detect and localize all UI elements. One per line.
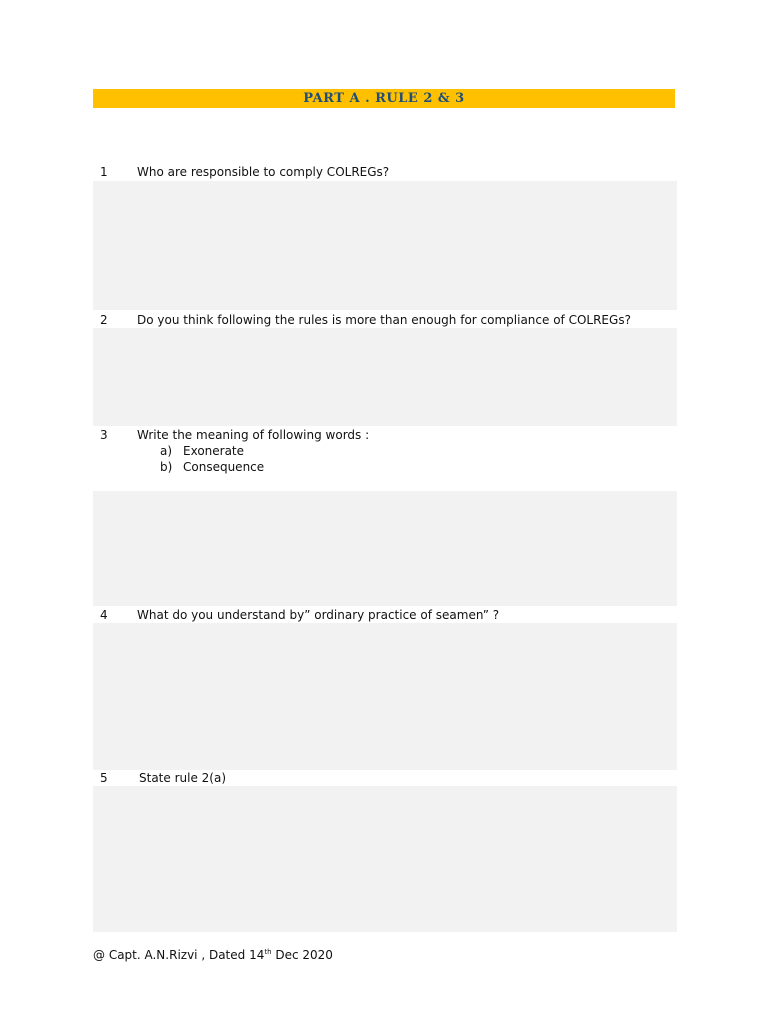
question-number-3: 3 (100, 428, 108, 442)
footer-credit (93, 948, 333, 962)
answer-box-4[interactable] (93, 623, 677, 770)
footer-superscript: th (264, 948, 272, 956)
footer-prefix: @ Capt. A.N.Rizvi , Dated 14 (93, 948, 265, 962)
answer-box-3[interactable] (93, 491, 677, 606)
sub-item-label: Exonerate (183, 444, 245, 458)
footer-suffix: Dec 2020 (271, 948, 333, 962)
answer-box-5[interactable] (93, 786, 677, 932)
sub-item-b (160, 459, 264, 475)
sub-item-marker: a) (160, 444, 173, 458)
header-bar (93, 89, 675, 108)
answer-box-2[interactable] (93, 328, 677, 426)
question-text-1: Who are responsible to comply COLREGs? (137, 165, 390, 179)
question-number-1: 1 (100, 165, 108, 179)
sub-item-marker: b) (160, 460, 173, 474)
question-number-4: 4 (100, 608, 108, 622)
question-text-4: What do you understand by” ordinary practice of seamen” ? (137, 608, 500, 622)
question-text-5: State rule 2(a) (139, 771, 226, 785)
page-title: PART A . RULE 2 & 3 (303, 91, 465, 106)
question-text-2: Do you think following the rules is more than enough for compliance of COLREGs? (137, 313, 631, 327)
question-text-3: Write the meaning of following words : (137, 428, 370, 442)
question-number-5: 5 (100, 771, 108, 785)
sub-item-list (160, 443, 264, 475)
sub-item-label: Consequence (183, 460, 265, 474)
answer-box-1[interactable] (93, 181, 677, 310)
question-number-2: 2 (100, 313, 108, 327)
sub-item-a (160, 443, 264, 459)
